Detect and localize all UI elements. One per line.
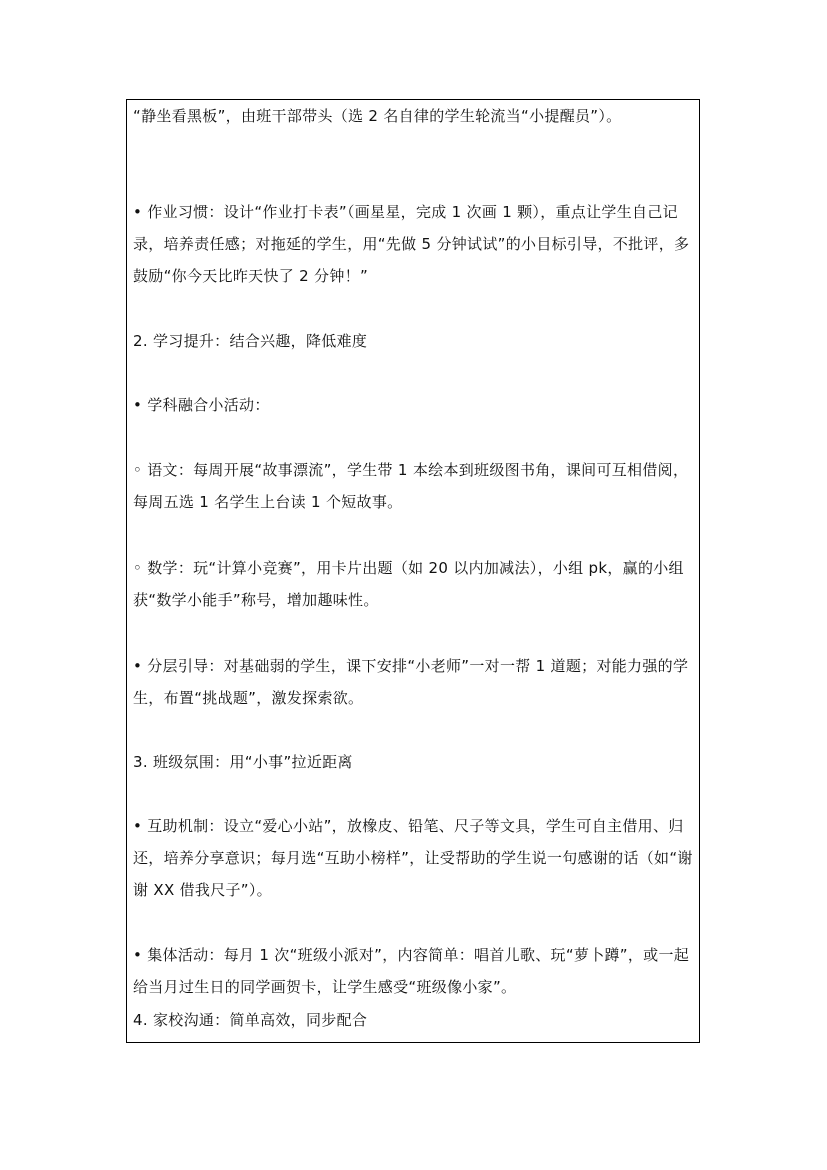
paragraph-subject-activities: • 学科融合小活动：	[133, 396, 270, 414]
heading-class-atmosphere: 3. 班级氛围：用“小事”拉近距离	[133, 753, 353, 771]
heading-learning-improvement: 2. 学习提升：结合兴趣，降低难度	[133, 332, 368, 350]
paragraph-seat-reminder: “静坐看黑板”，由班干部带头（选 2 名自律的学生轮流当“小提醒员”）。	[133, 107, 622, 125]
document-table-cell	[126, 99, 700, 1043]
paragraph-mutual-help: • 互助机制：设立“爱心小站”，放橡皮、铅笔、尺子等文具，学生可自主借用、归还，培养分享意识；每月选“互助小榜样”，让受帮助的学生说一句感谢的话（如“谢谢 XX 借我尺子”）。	[133, 817, 693, 899]
heading-home-school-communication: 4. 家校沟通：简单高效，同步配合	[133, 1011, 368, 1029]
paragraph-tiered-guidance: • 分层引导：对基础弱的学生，课下安排“小老师”一对一帮 1 道题；对能力强的学生，布置“挑战题”，激发探索欲。	[133, 657, 689, 707]
paragraph-group-activity: • 集体活动：每月 1 次“班级小派对”，内容简单：唱首儿歌、玩“萝卜蹲”，或一起给当月过生日的同学画贺卡，让学生感受“班级像小家”。	[133, 946, 690, 996]
paragraph-homework-habit: • 作业习惯：设计“作业打卡表”（画星星，完成 1 次画 1 颗），重点让学生自己记录，培养责任感；对拖延的学生，用“先做 5 分钟试试”的小目标引导，不批评，多鼓励“你今天比昨天快了 2 分钟！”	[133, 203, 690, 285]
paragraph-math-activity: ◦ 数学：玩“计算小竞赛”，用卡片出题（如 20 以内加减法），小组 pk，赢的小组获“数学小能手”称号，增加趣味性。	[133, 559, 684, 609]
paragraph-chinese-activity: ◦ 语文：每周开展“故事漂流”，学生带 1 本绘本到班级图书角，课间可互相借阅，每周五选 1 名学生上台读 1 个短故事。	[133, 461, 689, 511]
